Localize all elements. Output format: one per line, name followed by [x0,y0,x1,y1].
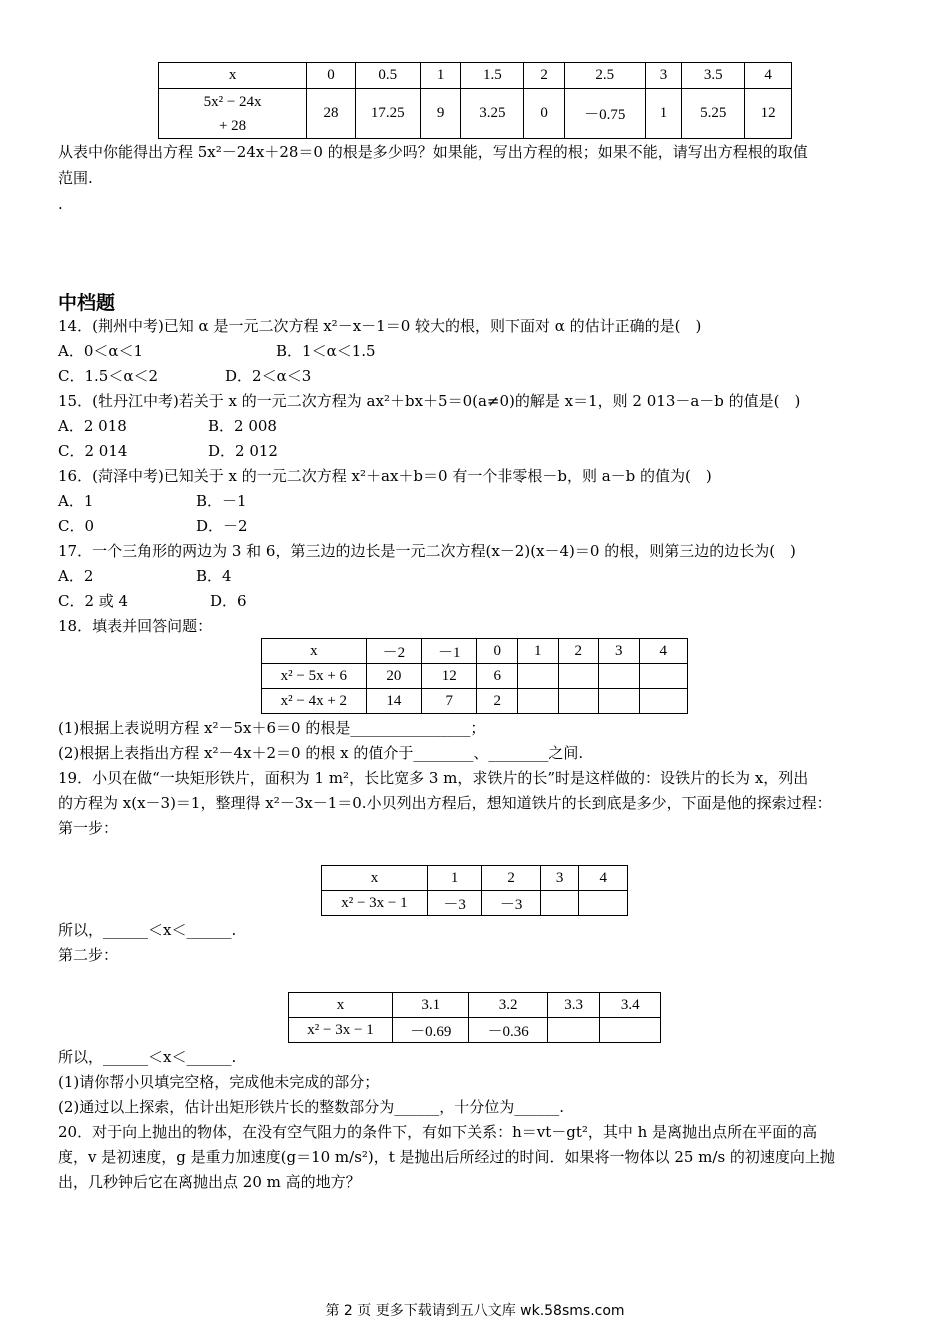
blank-cell[interactable] [639,664,687,689]
table-cell: 1 [420,63,461,89]
option-b: B．2 008 [208,417,277,435]
table-cell: x² − 4x + 2 [262,689,367,714]
question-19-text: 19．小贝在做“一块矩形铁片，面积为 1 m²，长比宽多 3 m，求铁片的长”时是这样做的：设铁片的长为 x，列出 [58,769,809,787]
table-cell: x [322,866,428,891]
question-text: 从表中你能得出方程 5x²－24x＋28＝0 的根是多少吗？如果能，写出方程的根；如果不能，请写出方程根的取值 [58,143,808,161]
table-cell: 3.1 [392,993,468,1018]
question-19-so1: 所以，______＜x＜______. [58,921,237,939]
table-row-label [159,89,307,139]
table-cell: －0.75 [564,89,645,139]
step-label: 第一步： [58,819,119,837]
blank-cell[interactable] [558,664,599,689]
table-cell: 12 [422,664,477,689]
question-18-sub2: (2)根据上表指出方程 x²－4x＋2＝0 的根 x 的值介于________、________之间. [58,744,584,762]
table-cell: －3 [427,891,482,916]
question-15-options-row [58,414,894,438]
table-cell: 9 [420,89,461,139]
table-cell: 3.2 [469,993,547,1018]
table-cell: 12 [745,89,792,139]
table-cell: x² − 3x − 1 [322,891,428,916]
table-cell: 7 [422,689,477,714]
page-footer: 第 2 页 更多下载请到五八文库 wk.58sms.com [325,1303,625,1319]
table-cell: 3 [599,639,640,664]
value-table-1 [158,62,792,139]
option-a: A．2 [58,567,94,585]
table-cell: x [289,993,393,1018]
blank-cell[interactable] [518,664,559,689]
row-label-line: + 28 [218,117,247,134]
table-cell: 1 [645,89,682,139]
question-18-sub1: (1)根据上表说明方程 x²－5x＋6＝0 的根是________________； [58,719,486,737]
question-15-stem: 15．(牡丹江中考)若关于 x 的一元二次方程为 ax²＋bx＋5＝0(a≠0)的解是 x＝1，则 2 013－a－b 的值是( ) [58,392,801,410]
question-14-options-row [58,364,894,388]
option-a: A．0＜α＜1 [58,342,144,360]
value-table-18 [261,638,688,714]
option-c: C．2 或 4 [58,592,129,610]
table-cell: 0 [524,89,565,139]
section-title: 中档题 [58,292,116,314]
table-cell: 6 [477,664,518,689]
table-cell: 2 [558,639,599,664]
option-d: D．－2 [196,517,248,535]
table-cell: －0.69 [392,1018,468,1043]
blank-cell[interactable] [599,664,640,689]
table-cell: 0 [477,639,518,664]
table-cell: 2.5 [564,63,645,89]
option-d: D．2 012 [208,442,278,460]
blank-cell[interactable] [547,1018,600,1043]
value-table-19-step1 [321,865,628,916]
table-cell: 3 [540,866,579,891]
option-a: A．1 [58,492,94,510]
table-cell: 4 [745,63,792,89]
table-cell: x [159,63,307,89]
table-cell: 1 [427,866,482,891]
question-20-text: 度，v 是初速度，g 是重力加速度(g＝10 m/s²)，t 是抛出后所经过的时间．如果将一物体以 25 m/s 的初速度向上抛 [58,1148,835,1166]
question-19-sub2: (2)通过以上探索，估计出矩形铁片长的整数部分为______，十分位为______. [58,1098,565,1116]
blank-cell[interactable] [558,689,599,714]
blank-cell[interactable] [579,891,628,916]
table-cell: 14 [366,689,421,714]
table-cell: 3 [645,63,682,89]
table-cell: 2 [477,689,518,714]
table-cell: 1.5 [461,63,524,89]
question-19-sub1: (1)请你帮小贝填完空格，完成他未完成的部分； [58,1073,380,1091]
table-cell: 20 [366,664,421,689]
question-17-options-row [58,589,894,613]
blank-cell[interactable] [600,1018,661,1043]
question-17-stem: 17．一个三角形的两边为 3 和 6，第三边的边长是一元二次方程(x－2)(x－4)＝0 的根，则第三边的边长为( ) [58,542,796,560]
table-cell: 1 [518,639,559,664]
blank-cell[interactable] [540,891,579,916]
question-20-text: 出，几秒钟后它在离抛出点 20 m 高的地方？ [58,1173,361,1191]
blank-cell[interactable] [599,689,640,714]
table-cell: x² − 3x − 1 [289,1018,393,1043]
table-cell: 4 [579,866,628,891]
option-c: C．1.5＜α＜2 [58,367,159,385]
option-d: D．6 [210,592,247,610]
row-label-line: 5x² − 24x [203,93,262,110]
table-cell: －1 [422,639,477,664]
table-cell: 17.25 [355,89,420,139]
table-cell: 0 [307,63,356,89]
table-cell: 3.4 [600,993,661,1018]
question-14-options-row [58,339,894,363]
question-14-stem: 14．(荆州中考)已知 α 是一元二次方程 x²－x－1＝0 较大的根，则下面对 α 的估计正确的是( ) [58,317,702,335]
option-a: A．2 018 [58,417,127,435]
question-18-stem: 18．填表并回答问题： [58,617,213,635]
question-16-stem: 16．(菏泽中考)已知关于 x 的一元二次方程 x²＋ax＋b＝0 有一个非零根－b，则 a－b 的值为( ) [58,467,712,485]
question-17-options-row [58,564,894,588]
table-cell: x [262,639,367,664]
table-cell: －0.36 [469,1018,547,1043]
table-cell: 3.25 [461,89,524,139]
option-b: B．4 [196,567,232,585]
table-cell: 5.25 [682,89,745,139]
stray-dot: . [58,195,63,213]
option-c: C．2 014 [58,442,128,460]
question-text: 范围. [58,169,93,187]
table-cell: －3 [482,891,540,916]
table-cell: 2 [482,866,540,891]
table-cell: x² − 5x + 6 [262,664,367,689]
question-19-text: 的方程为 x(x－3)＝1，整理得 x²－3x－1＝0.小贝列出方程后，想知道铁片的长到底是多少，下面是他的探索过程： [58,794,832,812]
table-cell: 28 [307,89,356,139]
blank-cell[interactable] [518,689,559,714]
question-15-options-row [58,439,894,463]
option-c: C．0 [58,517,95,535]
value-table-19-step2 [288,992,661,1043]
blank-cell[interactable] [639,689,687,714]
table-cell: 4 [639,639,687,664]
table-cell: 2 [524,63,565,89]
table-cell: －2 [366,639,421,664]
option-d: D．2＜α＜3 [225,367,312,385]
question-20-text: 20．对于向上抛出的物体，在没有空气阻力的条件下，有如下关系：h＝vt－gt²，其中 h 是离抛出点所在平面的高 [58,1123,818,1141]
step-label: 第二步： [58,946,119,964]
table-cell: 0.5 [355,63,420,89]
table-cell: 3.3 [547,993,600,1018]
option-b: B．－1 [196,492,247,510]
question-16-options-row [58,489,894,513]
option-b: B．1＜α＜1.5 [276,342,376,360]
question-16-options-row [58,514,894,538]
question-19-so2: 所以，______＜x＜______. [58,1048,237,1066]
table-cell: 3.5 [682,63,745,89]
